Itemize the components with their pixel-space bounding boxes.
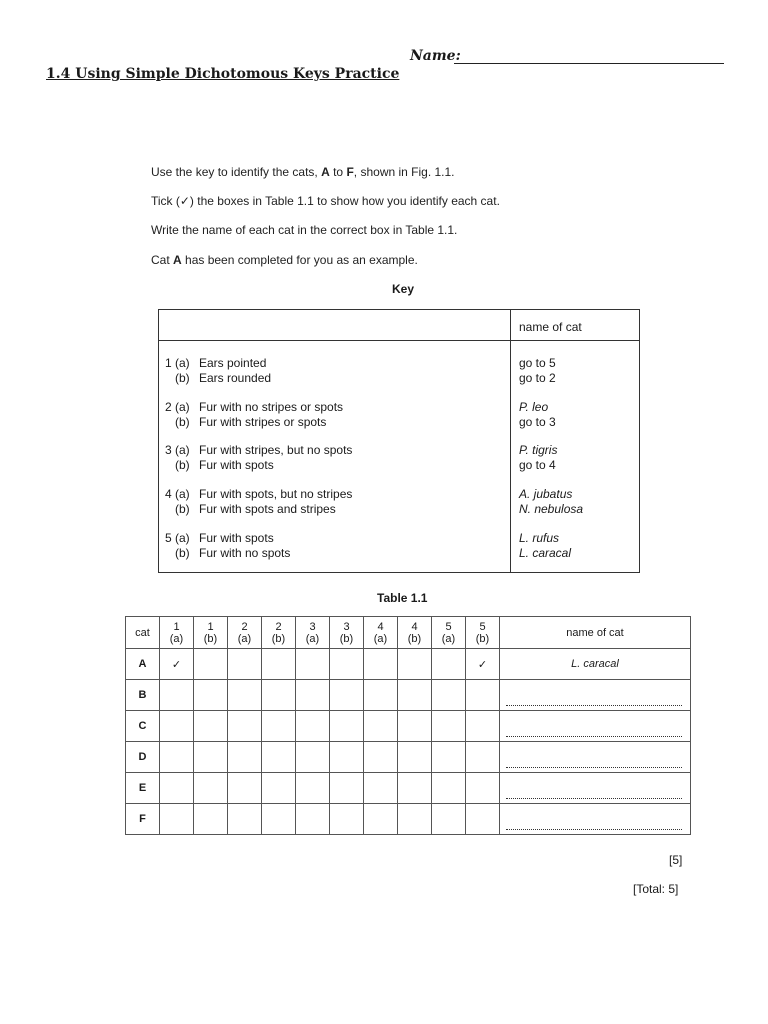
table-row-D (126, 742, 691, 773)
table-row-C (126, 711, 691, 742)
name-blank-line[interactable] (454, 63, 724, 64)
step-option: (a) (441, 632, 456, 645)
identification-table (125, 616, 691, 835)
step-option: (b) (339, 632, 354, 645)
instruction-line-2: Tick (✓) the boxes in Table 1.1 to show how you identify each cat. (151, 194, 500, 208)
tick-box[interactable] (228, 773, 262, 804)
key-row-1 (159, 356, 639, 388)
tick-box[interactable] (160, 711, 194, 742)
tick-box[interactable] (296, 649, 330, 680)
tick-box[interactable] (194, 742, 228, 773)
tick-box[interactable] (330, 742, 364, 773)
key-row-5 (159, 531, 639, 563)
key-option-b: (b) (175, 502, 190, 516)
key-row-2 (159, 400, 639, 432)
answer-dotted-line (506, 767, 682, 768)
tick-box[interactable] (364, 649, 398, 680)
total-marks-label: [Total: 5] (633, 882, 679, 896)
tick-box[interactable] (160, 773, 194, 804)
key-step-number: 3 (165, 443, 172, 457)
tick-box[interactable]: ✓ (466, 649, 500, 680)
table-row-A (126, 649, 691, 680)
key-result-b: go to 2 (519, 371, 556, 385)
table-header-name: name of cat (500, 617, 691, 649)
tick-box[interactable] (432, 804, 466, 835)
tick-box[interactable] (432, 711, 466, 742)
tick-box[interactable] (194, 773, 228, 804)
tick-box[interactable] (398, 711, 432, 742)
key-column-header: name of cat (519, 320, 582, 334)
key-description-b: Fur with stripes or spots (199, 415, 327, 429)
tick-box[interactable] (466, 742, 500, 773)
key-result-b: N. nebulosa (519, 502, 584, 516)
answer-dotted-line (506, 829, 682, 830)
table-caption: Table 1.1 (377, 591, 428, 605)
cat-name-cell[interactable] (500, 649, 691, 680)
key-description-b: Fur with no spots (199, 546, 291, 560)
table-header-step-1b (194, 617, 228, 649)
step-number: 3 (309, 620, 316, 633)
step-option: (a) (237, 632, 252, 645)
step-number: 3 (343, 620, 350, 633)
key-option-b: (b) (175, 546, 190, 560)
tick-box[interactable] (466, 711, 500, 742)
tick-box[interactable] (228, 680, 262, 711)
key-step-number: 2 (165, 400, 172, 414)
step-option: (b) (407, 632, 422, 645)
step-number: 5 (445, 620, 452, 633)
tick-box[interactable] (262, 742, 296, 773)
tick-box[interactable] (364, 742, 398, 773)
key-option-a: (a) (175, 531, 190, 545)
tick-box[interactable] (296, 711, 330, 742)
tick-box[interactable] (330, 711, 364, 742)
tick-box[interactable] (364, 773, 398, 804)
tick-box[interactable] (466, 804, 500, 835)
table-header-step-2a (228, 617, 262, 649)
cat-name-cell[interactable] (500, 680, 691, 711)
tick-box[interactable] (296, 742, 330, 773)
key-description-b: Fur with spots and stripes (199, 502, 336, 516)
step-number: 4 (411, 620, 418, 633)
key-result-a: A. jubatus (519, 487, 573, 501)
table-header-step-4a (364, 617, 398, 649)
cat-label: F (126, 804, 160, 835)
cat-name-cell[interactable] (500, 711, 691, 742)
key-description-b: Ears rounded (199, 371, 272, 385)
step-option: (b) (271, 632, 286, 645)
step-number: 5 (479, 620, 486, 633)
tick-box[interactable] (194, 804, 228, 835)
key-description-a: Fur with stripes, but no spots (199, 443, 353, 457)
tick-box[interactable] (194, 680, 228, 711)
key-title: Key (392, 282, 415, 296)
key-option-b: (b) (175, 371, 190, 385)
instruction-line-1: Use the key to identify the cats, A to F, shown in Fig. 1.1. (151, 165, 455, 179)
step-number: 2 (241, 620, 248, 633)
cat-name-cell[interactable] (500, 773, 691, 804)
key-step-number: 5 (165, 531, 172, 545)
worksheet-title: 1.4 Using Simple Dichotomous Keys Practice (46, 66, 400, 82)
key-option-a: (a) (175, 443, 190, 457)
name-label: Name: (410, 48, 461, 64)
answer-dotted-line (506, 736, 682, 737)
key-header-divider (159, 340, 639, 341)
key-description-a: Fur with no stripes or spots (199, 400, 344, 414)
instruction-line-3: Write the name of each cat in the correct box in Table 1.1. (151, 223, 458, 237)
step-option: (a) (305, 632, 320, 645)
cat-label: D (126, 742, 160, 773)
answer-dotted-line (506, 705, 682, 706)
table-header-step-2b (262, 617, 296, 649)
tick-box[interactable] (330, 649, 364, 680)
step-option: (b) (475, 632, 490, 645)
answer-dotted-line (506, 798, 682, 799)
step-number: 2 (275, 620, 282, 633)
table-header-cat: cat (126, 617, 160, 649)
key-option-b: (b) (175, 458, 190, 472)
tick-box[interactable] (228, 804, 262, 835)
tick-box[interactable] (364, 711, 398, 742)
tick-box[interactable] (432, 649, 466, 680)
key-option-a: (a) (175, 487, 190, 501)
tick-box[interactable] (262, 804, 296, 835)
name-field-row (410, 48, 724, 66)
tick-box[interactable] (194, 711, 228, 742)
tick-box[interactable] (330, 680, 364, 711)
tick-box[interactable] (432, 680, 466, 711)
cat-label: B (126, 680, 160, 711)
tick-box[interactable] (160, 742, 194, 773)
step-number: 4 (377, 620, 384, 633)
cat-label: C (126, 711, 160, 742)
dichotomous-key-box (158, 309, 640, 573)
tick-box[interactable] (296, 680, 330, 711)
cat-label: A (126, 649, 160, 680)
table-header-step-5a (432, 617, 466, 649)
key-result-b: go to 3 (519, 415, 556, 429)
cat-name: L. caracal (571, 658, 619, 670)
key-description-a: Ears pointed (199, 356, 267, 370)
tick-box[interactable] (194, 649, 228, 680)
key-description-a: Fur with spots, but no stripes (199, 487, 353, 501)
step-option: (a) (169, 632, 184, 645)
key-row-3 (159, 443, 639, 475)
tick-box[interactable] (262, 649, 296, 680)
tick-box[interactable] (262, 773, 296, 804)
tick-box[interactable] (160, 804, 194, 835)
table-header-step-3a (296, 617, 330, 649)
tick-box[interactable] (466, 773, 500, 804)
tick-box[interactable] (466, 680, 500, 711)
step-option: (b) (203, 632, 218, 645)
table-header-step-3b (330, 617, 364, 649)
tick-box[interactable] (262, 680, 296, 711)
step-option: (a) (373, 632, 388, 645)
tick-box[interactable]: ✓ (160, 649, 194, 680)
table-header-step-1a (160, 617, 194, 649)
tick-box[interactable] (432, 742, 466, 773)
key-result-a: go to 5 (519, 356, 556, 370)
step-number: 1 (207, 620, 214, 633)
tick-box[interactable] (398, 680, 432, 711)
table-row-F (126, 804, 691, 835)
key-result-b: go to 4 (519, 458, 556, 472)
marks-label: [5] (669, 853, 683, 867)
key-result-a: L. rufus (519, 531, 560, 545)
key-option-a: (a) (175, 400, 190, 414)
key-step-number: 4 (165, 487, 172, 501)
cat-name-cell[interactable] (500, 742, 691, 773)
table-row-E (126, 773, 691, 804)
tick-box[interactable] (228, 711, 262, 742)
key-option-a: (a) (175, 356, 190, 370)
key-result-b: L. caracal (519, 546, 572, 560)
tick-box[interactable] (262, 711, 296, 742)
tick-box[interactable] (228, 649, 262, 680)
tick-box[interactable] (228, 742, 262, 773)
key-description-b: Fur with spots (199, 458, 274, 472)
cat-name-cell[interactable] (500, 804, 691, 835)
tick-box[interactable] (398, 649, 432, 680)
tick-box[interactable] (160, 680, 194, 711)
tick-box[interactable] (398, 804, 432, 835)
tick-box[interactable] (296, 773, 330, 804)
tick-box[interactable] (364, 680, 398, 711)
key-result-a: P. leo (519, 400, 549, 414)
tick-box[interactable] (398, 773, 432, 804)
tick-box[interactable] (330, 804, 364, 835)
table-row-B (126, 680, 691, 711)
tick-box[interactable] (296, 804, 330, 835)
tick-box[interactable] (432, 773, 466, 804)
table-header-step-5b (466, 617, 500, 649)
tick-box[interactable] (364, 804, 398, 835)
step-number: 1 (173, 620, 180, 633)
key-description-a: Fur with spots (199, 531, 274, 545)
tick-box[interactable] (398, 742, 432, 773)
key-result-a: P. tigris (519, 443, 558, 457)
key-option-b: (b) (175, 415, 190, 429)
instruction-line-4: Cat A has been completed for you as an example. (151, 253, 418, 267)
table-header-step-4b (398, 617, 432, 649)
cat-label: E (126, 773, 160, 804)
tick-box[interactable] (330, 773, 364, 804)
key-row-4 (159, 487, 639, 519)
key-step-number: 1 (165, 356, 172, 370)
